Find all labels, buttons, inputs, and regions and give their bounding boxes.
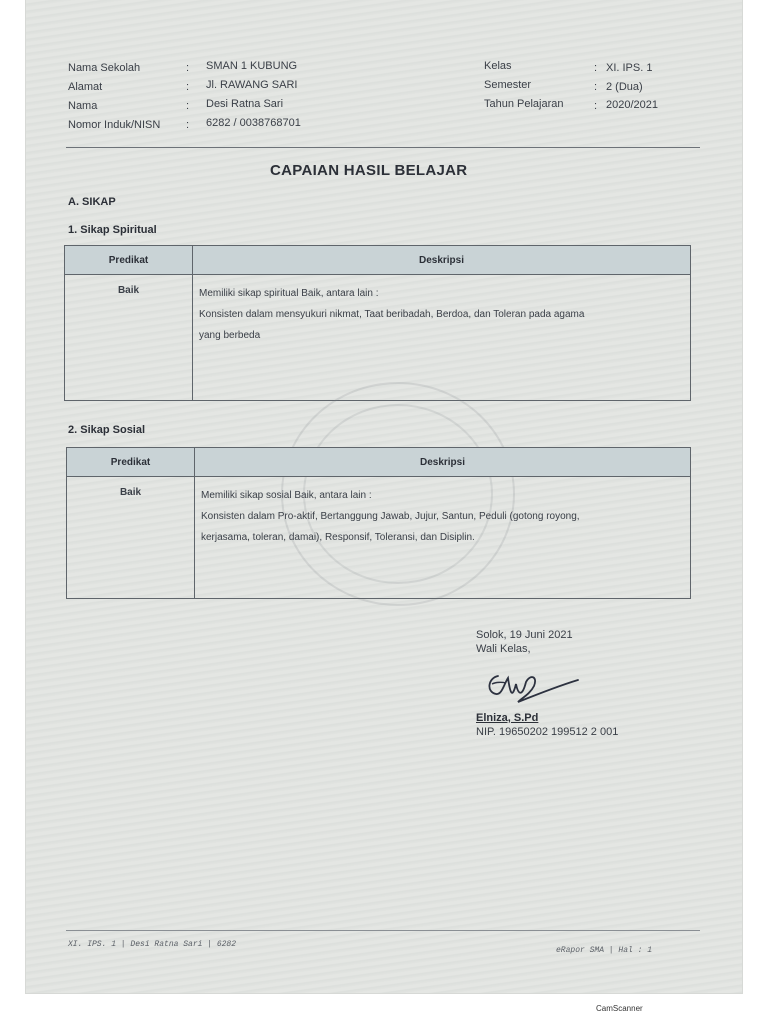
- sep: :: [186, 62, 190, 74]
- sosial-desc-line: Memiliki sikap sosial Baik, antara lain :: [201, 490, 372, 501]
- value-kelas: XI. IPS. 1: [606, 62, 653, 74]
- sep: :: [186, 81, 190, 93]
- value-nisn: 6282 / 0038768701: [206, 117, 301, 129]
- sep: :: [594, 62, 598, 74]
- value-semester: 2 (Dua): [606, 81, 643, 93]
- sosial-heading: 2. Sikap Sosial: [68, 424, 146, 436]
- signature-place-date: Solok, 19 Juni 2021: [476, 629, 573, 641]
- col-deskripsi: Deskripsi: [195, 448, 691, 477]
- spiritual-desc-line: Konsisten dalam mensyukuri nikmat, Taat beribadah, Berdoa, dan Toleran pada agama: [199, 309, 585, 320]
- header-divider: [66, 147, 700, 148]
- spiritual-table: [64, 245, 691, 401]
- label-alamat: Alamat: [68, 81, 103, 93]
- sosial-predikat: Baik: [67, 477, 195, 599]
- label-nisn: Nomor Induk/NISN: [68, 119, 161, 131]
- spiritual-predikat: Baik: [65, 275, 193, 401]
- signature-name: Elniza, S.Pd: [476, 712, 539, 724]
- signature-nip: NIP. 19650202 199512 2 001: [476, 726, 619, 738]
- signature-role: Wali Kelas,: [476, 643, 531, 655]
- col-predikat: Predikat: [65, 246, 193, 275]
- sosial-deskripsi: [195, 477, 691, 599]
- section-a-heading: A. SIKAP: [68, 196, 116, 208]
- sep: :: [594, 81, 598, 93]
- camscanner-watermark: CamScanner: [596, 1004, 643, 1013]
- footer-left: XI. IPS. 1 | Desi Ratna Sari | 6282: [68, 940, 237, 949]
- page-title: CAPAIAN HASIL BELAJAR: [270, 162, 468, 179]
- sep: :: [186, 100, 190, 112]
- sosial-desc-line: kerjasama, toleran, damai), Responsif, Toleransi, dan Disiplin.: [201, 532, 475, 543]
- handwritten-signature: [478, 664, 588, 710]
- value-alamat: Jl. RAWANG SARI: [206, 79, 298, 91]
- label-semester: Semester: [484, 79, 532, 91]
- footer-divider: [66, 930, 700, 931]
- value-nama-sekolah: SMAN 1 KUBUNG: [206, 60, 298, 72]
- value-tahun-pelajaran: 2020/2021: [606, 99, 658, 111]
- sep: :: [186, 119, 190, 131]
- col-predikat: Predikat: [67, 448, 195, 477]
- spiritual-heading: 1. Sikap Spiritual: [68, 224, 157, 236]
- report-page: [26, 0, 742, 993]
- label-nama: Nama: [68, 100, 98, 112]
- sosial-table: [66, 447, 691, 599]
- value-nama: Desi Ratna Sari: [206, 98, 284, 110]
- label-nama-sekolah: Nama Sekolah: [68, 62, 141, 74]
- spiritual-desc-line: Memiliki sikap spiritual Baik, antara lain :: [199, 288, 379, 299]
- footer-right: eRapor SMA | Hal : 1: [556, 946, 653, 955]
- spiritual-desc-line: yang berbeda: [199, 330, 261, 341]
- label-tahun-pelajaran: Tahun Pelajaran: [484, 98, 564, 110]
- sosial-desc-line: Konsisten dalam Pro-aktif, Bertanggung Jawab, Jujur, Santun, Peduli (gotong royong,: [201, 511, 580, 522]
- spiritual-deskripsi: [193, 275, 691, 401]
- label-kelas: Kelas: [484, 60, 512, 72]
- sep: :: [594, 100, 598, 112]
- col-deskripsi: Deskripsi: [193, 246, 691, 275]
